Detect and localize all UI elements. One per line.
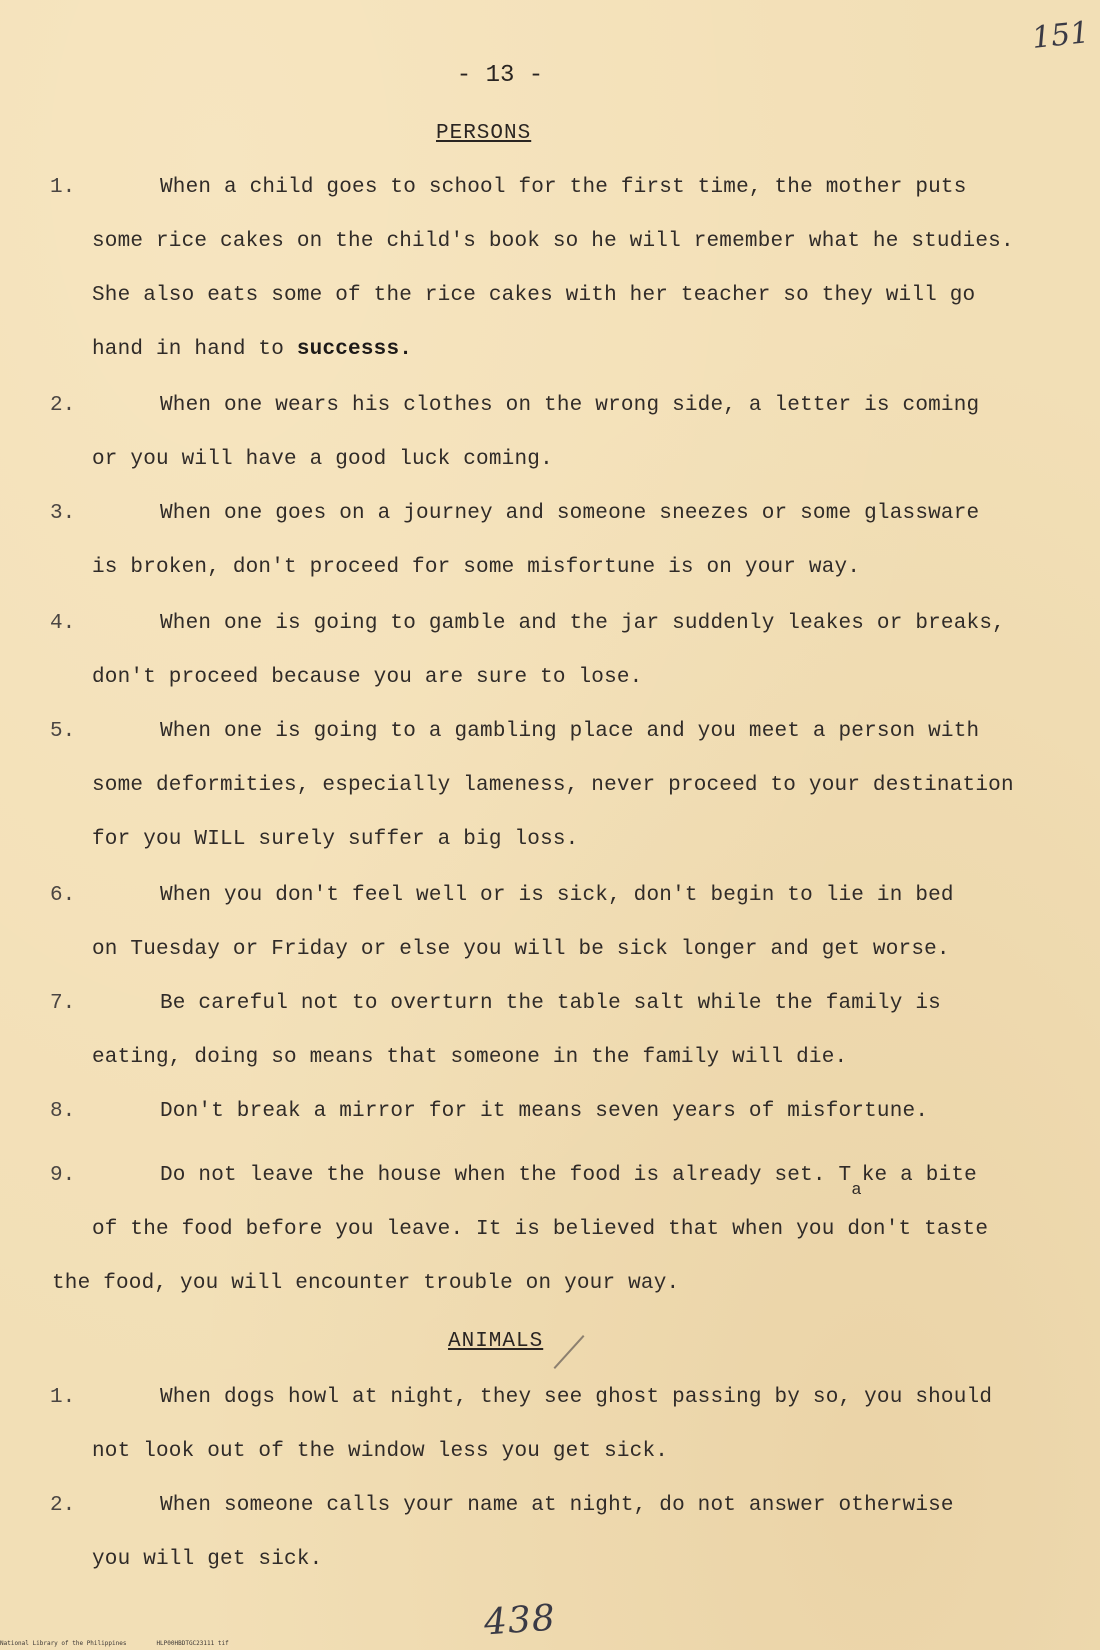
item-text-line [160, 1164, 977, 1200]
item-text-line: not look out of the window less you get sick. [92, 1440, 669, 1463]
item-text-line: When a child goes to school for the first time, the mother puts [160, 176, 967, 199]
item-text-segment: hand in hand to [92, 338, 285, 361]
item-text-line: on Tuesday or Friday or else you will be sick longer and get worse. [92, 938, 950, 961]
page-number: - 13 - [456, 62, 544, 89]
item-text-line: Be careful not to overturn the table salt while the family is [160, 992, 941, 1015]
item-number: 3. [50, 502, 76, 525]
item-text-line: When one is going to gamble and the jar suddenly leakes or breaks, [160, 612, 1005, 635]
item-number: 1. [50, 176, 76, 199]
item-number: 7. [50, 992, 76, 1015]
item-text-line: When you don't feel well or is sick, don't begin to lie in bed [160, 884, 954, 907]
item-text-line: When one goes on a journey and someone sneezes or some glassware [160, 502, 980, 525]
item-text-line: you will get sick. [92, 1548, 323, 1571]
item-text-line: She also eats some of the rice cakes with her teacher so they will go [92, 284, 976, 307]
item-text-line: When dogs howl at night, they see ghost passing by so, you should [160, 1386, 993, 1409]
item-text-line: don't proceed because you are sure to lose. [92, 666, 643, 689]
item-number: 5. [50, 720, 76, 743]
item-text-segment: ke a bite [861, 1164, 977, 1187]
item-number: 2. [50, 1494, 76, 1517]
item-text-line: some rice cakes on the child's book so he will remember what he studies. [92, 230, 1014, 253]
item-text-segment: Do not leave the house when the food is already set. T [160, 1164, 852, 1187]
item-text-line: of the food before you leave. It is believed that when you don't taste [92, 1218, 989, 1241]
typed-correction-letter: a [851, 1181, 862, 1200]
item-text-line [92, 338, 412, 361]
item-text-line: Don't break a mirror for it means seven years of misfortune. [160, 1100, 929, 1123]
handwritten-folio-number: 151 [1030, 15, 1091, 56]
item-text-line: is broken, don't proceed for some misfortune is on your way. [92, 556, 861, 579]
item-text-line: or you will have a good luck coming. [92, 448, 553, 471]
item-text-line: for you WILL surely suffer a big loss. [92, 828, 579, 851]
item-text-line: some deformities, especially lameness, never proceed to your destination [92, 774, 1014, 797]
footer-file: HLP00HBDTGC23111 tif [156, 1640, 229, 1647]
item-number: 1. [50, 1386, 76, 1409]
section-heading-persons: PERSONS [436, 122, 532, 145]
item-number: 2. [50, 394, 76, 417]
section-heading-animals: ANIMALS [448, 1330, 544, 1353]
scan-footer [0, 1640, 1100, 1647]
item-number: 6. [50, 884, 76, 907]
item-text-line: When someone calls your name at night, do not answer otherwise [160, 1494, 954, 1517]
item-number: 9. [50, 1164, 76, 1187]
struck-over-word: successs. [296, 338, 413, 361]
item-number: 4. [50, 612, 76, 635]
item-number: 8. [50, 1100, 76, 1123]
item-text-line: When one wears his clothes on the wrong side, a letter is coming [160, 394, 980, 417]
item-text-line: eating, doing so means that someone in the family will die. [92, 1046, 848, 1069]
footer-library: National Library of the Philippines [0, 1640, 127, 1647]
item-text-line: When one is going to a gambling place and you meet a person with [160, 720, 980, 743]
handwritten-page-number: 438 [482, 1597, 558, 1644]
item-text-line: the food, you will encounter trouble on your way. [52, 1272, 680, 1295]
pencil-check-mark [554, 1335, 585, 1369]
